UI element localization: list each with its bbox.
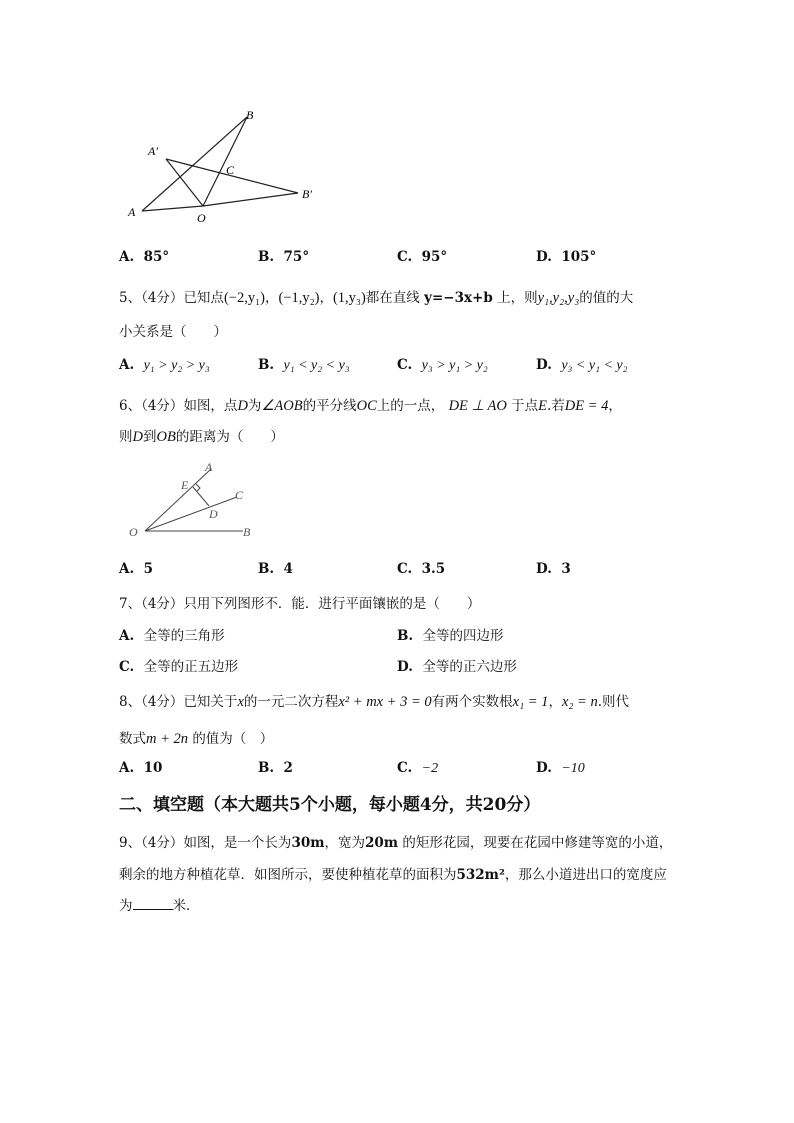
q6-stem-line2: 则D到OB的距离为（ ） bbox=[119, 429, 284, 445]
q5-option-b[interactable]: B. y₁ < y₂ < y₃ bbox=[258, 357, 350, 373]
segment-OB bbox=[203, 117, 247, 206]
q7-option-b[interactable]: B. 全等的四边形 bbox=[397, 628, 504, 644]
q7-option-a[interactable]: A. 全等的三角形 bbox=[119, 628, 225, 644]
label-A-prime: A′ bbox=[148, 144, 158, 158]
label-A: A bbox=[128, 205, 136, 219]
q9-stem-line1: 9、（4分）如图，是一个长为30m，宽为20m 的矩形花园，现要在花园中修建等宽的小道， bbox=[119, 835, 673, 851]
q5-stem-line1: 5、（4分）已知点(−2,y₁)，(−1,y₂)，(1,y₃)都在直线 y=−3x+b 上，则y₁,y₂,y₃的值的大 bbox=[119, 290, 634, 306]
fig2-label-C: C bbox=[235, 488, 244, 502]
q8-stem-line1: 8、（4分）已知关于x的一元二次方程x² + mx + 3 = 0有两个实数根x₁ = 1，x₂ = n.则代 bbox=[119, 694, 629, 710]
q4-option-a[interactable]: A. 85° bbox=[119, 249, 170, 265]
q9-stem-line2: 剩余的地方种植花草．如图所示，要使种植花草的面积为532m²，那么小道进出口的宽度应 bbox=[119, 867, 667, 883]
label-O: O bbox=[197, 211, 206, 225]
q7-option-d[interactable]: D. 全等的正六边形 bbox=[397, 659, 517, 675]
q6-option-b[interactable]: B. 4 bbox=[258, 561, 293, 577]
fig2-label-D: D bbox=[209, 507, 218, 521]
segment-AO bbox=[142, 206, 203, 211]
fig2-label-B: B bbox=[243, 525, 251, 539]
segment-DE bbox=[193, 487, 209, 506]
q6-stem-line1: 6、（4分）如图，点D为∠AOB的平分线OC上的一点， DE ⊥ AO 于点E.若DE = 4， bbox=[119, 398, 622, 414]
figure-triangles bbox=[120, 105, 330, 230]
q7-stem: 7、（4分）只用下列图形不．能．进行平面镶嵌的是（ ） bbox=[119, 596, 481, 612]
q5-stem-line2: 小关系是（ ） bbox=[119, 324, 227, 340]
right-angle-mark bbox=[196, 484, 200, 491]
q5-option-a[interactable]: A. y₁ > y₂ > y₃ bbox=[119, 357, 210, 373]
answer-blank[interactable] bbox=[133, 897, 173, 910]
fig2-label-O: O bbox=[129, 525, 138, 539]
q4-option-d[interactable]: D. 105° bbox=[536, 249, 597, 265]
q6-option-d[interactable]: D. 3 bbox=[536, 561, 571, 577]
q4-option-b[interactable]: B. 75° bbox=[258, 249, 310, 265]
q8-stem-line2: 数式m + 2n 的值为（ ） bbox=[119, 731, 274, 747]
ray-OC bbox=[145, 497, 237, 531]
q8-option-c[interactable]: C. −2 bbox=[397, 760, 439, 776]
q8-option-d[interactable]: D. −10 bbox=[536, 760, 585, 776]
label-B-prime: B′ bbox=[302, 187, 312, 201]
label-C: C bbox=[226, 163, 235, 177]
q8-option-a[interactable]: A. 10 bbox=[119, 760, 163, 776]
q5-option-d[interactable]: D. y₃ < y₁ < y₂ bbox=[536, 357, 628, 373]
q8-option-b[interactable]: B. 2 bbox=[258, 760, 293, 776]
q9-stem-line3: 为 米． bbox=[119, 898, 200, 914]
fig2-label-A: A bbox=[205, 460, 213, 474]
ray-OA bbox=[145, 469, 211, 531]
segment-OB' bbox=[203, 193, 298, 206]
q5-option-c[interactable]: C. y₃ > y₁ > y₂ bbox=[397, 357, 488, 373]
q4-option-c[interactable]: C. 95° bbox=[397, 249, 448, 265]
q6-option-a[interactable]: A. 5 bbox=[119, 561, 153, 577]
q6-option-c[interactable]: C. 3.5 bbox=[397, 561, 446, 577]
fig2-label-E: E bbox=[181, 478, 189, 492]
q7-option-c[interactable]: C. 全等的正五边形 bbox=[119, 659, 239, 675]
label-B: B bbox=[246, 108, 254, 122]
section-2-heading: 二、填空题（本大题共5个小题，每小题4分，共20分） bbox=[119, 795, 541, 815]
segment-A'O bbox=[166, 159, 203, 206]
figure-angle-bisector bbox=[125, 455, 265, 545]
